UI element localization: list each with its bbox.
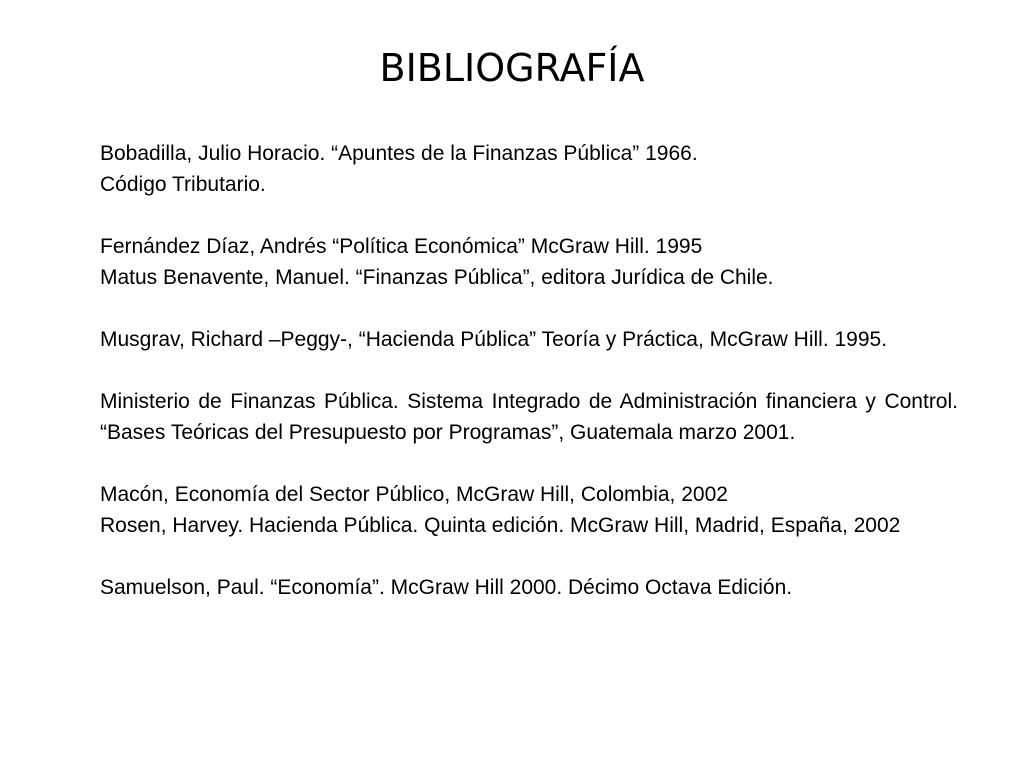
spacer (100, 293, 958, 324)
reference-item: Matus Benavente, Manuel. “Finanzas Pública”, editora Jurídica de Chile. (100, 266, 774, 289)
reference-item: Samuelson, Paul. “Economía”. McGraw Hill 2000. Décimo Octava Edición. (100, 576, 793, 599)
reference-item: Fernández Díaz, Andrés “Política Económica” McGraw Hill. 1995 (100, 235, 703, 258)
bibliography-list (100, 138, 958, 603)
spacer (100, 448, 958, 479)
reference-item: Bobadilla, Julio Horacio. “Apuntes de la Finanzas Pública” 1966. (100, 142, 698, 165)
reference-item: Macón, Economía del Sector Público, McGraw Hill, Colombia, 2002 (100, 483, 728, 506)
spacer (100, 200, 958, 231)
spacer (100, 541, 958, 572)
reference-item: Ministerio de Finanzas Pública. Sistema Integrado de Administración financiera y Control. “Bases Teóricas del Presupuesto por Programas”, Guatemala marzo 2001. (100, 390, 958, 444)
reference-item: Musgrav, Richard –Peggy-, “Hacienda Pública” Teoría y Práctica, McGraw Hill. 1995. (100, 328, 888, 351)
reference-item: Código Tributario. (100, 173, 266, 196)
spacer (100, 355, 958, 386)
reference-item: Rosen, Harvey. Hacienda Pública. Quinta edición. McGraw Hill, Madrid, España, 2002 (100, 514, 901, 537)
slide-title: BIBLIOGRAFÍA (379, 46, 645, 90)
